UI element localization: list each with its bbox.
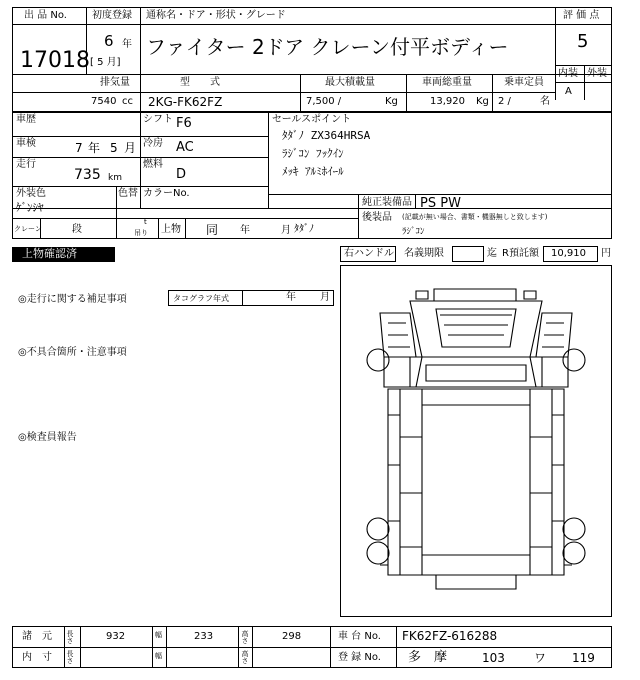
title-holder-box xyxy=(452,246,484,262)
mileage-label: 走行 xyxy=(16,159,36,170)
registration-serial: 119 xyxy=(572,651,595,665)
length-label: 長さ xyxy=(66,630,74,644)
evaluation-grade: 5 xyxy=(577,31,589,52)
mileage-value: 735 xyxy=(74,167,101,183)
defects-label: ◎不具合箇所・注意事項 xyxy=(18,347,127,358)
vehicle-name: ファイター 2ドア クレーン付平ボディー xyxy=(146,35,509,59)
upper-body-checked-banner: 上物確認済 xyxy=(12,247,115,262)
exterior-color-label: 外装色 xyxy=(16,188,46,199)
registration-number-label: 登 録 No. xyxy=(338,652,381,663)
until-label: 迄 xyxy=(487,248,497,259)
shift-label: シフト xyxy=(143,114,173,125)
aftermarket-note: (記載が無い場合、書類・機器無しと致します) xyxy=(402,213,548,221)
inspection-year: 7 xyxy=(75,141,83,155)
inspector-report-label: ◎検査員報告 xyxy=(18,432,77,443)
crane-hang-unit: 吊り xyxy=(134,229,148,237)
tachograph-label: タコグラフ年式 xyxy=(173,294,229,303)
inspection-month: 5 xyxy=(110,141,118,155)
capacity-unit: 名 xyxy=(540,96,550,107)
displacement-label: 排気量 xyxy=(100,77,130,88)
crane-stage-unit: 段 xyxy=(72,224,82,235)
upper-body-label: 上物 xyxy=(161,224,181,235)
mileage-notes-label: ◎走行に関する補足事項 xyxy=(18,294,127,305)
truck-damage-diagram xyxy=(340,265,612,617)
gross-weight-unit: Kg xyxy=(476,96,489,107)
color-code-label: カラーNo. xyxy=(143,188,190,199)
tachograph-year-unit: 年 xyxy=(286,292,296,303)
shift-value: F6 xyxy=(176,116,192,131)
title-holder-label: 名義期限 xyxy=(404,248,444,259)
aftermarket-value: ﾗｼﾞｺﾝ xyxy=(402,227,425,237)
registration-class: 103 xyxy=(482,651,505,665)
exterior-color-value: ｹﾞﾝｼﾔ xyxy=(16,201,44,214)
inspection-month-unit: 月 xyxy=(124,141,137,155)
dimensions-label: 諸 元 xyxy=(22,631,52,642)
inspection-year-unit: 年 xyxy=(88,141,101,155)
chassis-number-value: FK62FZ-616288 xyxy=(402,629,498,643)
chassis-number-label: 車 台 No. xyxy=(338,631,381,642)
sales-point: ﾒｯｷ ｱﾙﾐﾎｲｰﾙ xyxy=(282,165,344,178)
gross-weight-value: 13,920 xyxy=(430,96,465,107)
ac-value: AC xyxy=(176,140,194,155)
upper-body-year-unit: 年 xyxy=(240,225,250,236)
height-value: 298 xyxy=(282,631,302,642)
first-registration-month: [ 5 月] xyxy=(90,57,121,68)
recycle-deposit-unit: 円 xyxy=(601,248,611,259)
aftermarket-label: 後装品 xyxy=(362,212,392,223)
exterior-grade-label: 外装 xyxy=(587,68,607,79)
capacity-label: 乗車定員 xyxy=(504,77,544,88)
length-value: 932 xyxy=(106,631,126,642)
registration-kana: ワ xyxy=(534,651,547,665)
registration-area: 多 摩 xyxy=(408,650,448,665)
inspection-label: 車検 xyxy=(16,138,36,149)
recycle-deposit-label: R預託額 xyxy=(502,248,539,259)
fuel-value: D xyxy=(176,167,187,182)
sales-point: ﾀﾀﾞﾉ ZX364HRSA xyxy=(282,129,371,142)
sales-point: ﾗｼﾞｺﾝ ﾌｯｸｲﾝ xyxy=(282,147,344,160)
lot-number-label: 出 品 No. xyxy=(24,10,67,21)
inner-width-label: 幅 xyxy=(155,652,162,660)
sales-points-label: セールスポイント xyxy=(272,114,352,125)
inner-dimensions-label: 内 寸 xyxy=(22,652,52,663)
history-label: 車歴 xyxy=(16,114,36,125)
first-registration-label: 初度登録 xyxy=(92,10,132,21)
color-change-label: 色替 xyxy=(118,188,138,199)
model-value: 2KG-FK62FZ xyxy=(148,95,223,109)
width-value: 233 xyxy=(194,631,214,642)
max-load-label: 最大積載量 xyxy=(325,77,375,88)
inner-height-label: 高さ xyxy=(241,650,249,664)
gross-weight-label: 車両総重量 xyxy=(422,77,472,88)
vehicle-name-label: 通称名・ドア・形状・グレード xyxy=(146,10,286,21)
right-hand-drive: 右ハンドル xyxy=(344,248,394,259)
original-equipment-value: PS PW xyxy=(420,196,461,211)
inner-length-label: 長さ xyxy=(66,650,74,664)
height-label: 高さ xyxy=(241,630,249,644)
crane-ton-unit: t xyxy=(144,218,147,226)
displacement-value: 7540 xyxy=(91,96,117,107)
upper-body-maker: ﾀﾀﾞﾉ xyxy=(294,224,314,235)
interior-grade-label: 内装 xyxy=(558,68,578,79)
lot-number: 17018 xyxy=(20,48,90,73)
capacity-value: 2 / xyxy=(498,96,511,107)
upper-body-same: 同 xyxy=(206,223,219,237)
mileage-unit: km xyxy=(108,173,122,183)
evaluation-grade-label: 評 価 点 xyxy=(563,10,600,21)
upper-body-month-unit: 月 xyxy=(281,225,291,236)
max-load-value: 7,500 / xyxy=(306,96,342,107)
max-load-unit: Kg xyxy=(385,96,398,107)
original-equipment-label: 純正装備品 xyxy=(362,197,412,208)
displacement-unit: cc xyxy=(122,96,133,107)
first-registration-year: 6 xyxy=(104,32,114,50)
crane-label: クレーン xyxy=(14,225,42,233)
fuel-label: 燃料 xyxy=(143,159,163,170)
first-registration-year-unit: 年 xyxy=(122,39,132,50)
tachograph-month-unit: 月 xyxy=(320,292,330,303)
model-label: 型 式 xyxy=(180,77,220,88)
width-label: 幅 xyxy=(155,631,162,639)
interior-grade: A xyxy=(565,86,572,97)
recycle-deposit-value: 10,910 xyxy=(551,248,586,259)
ac-label: 冷房 xyxy=(143,138,163,149)
